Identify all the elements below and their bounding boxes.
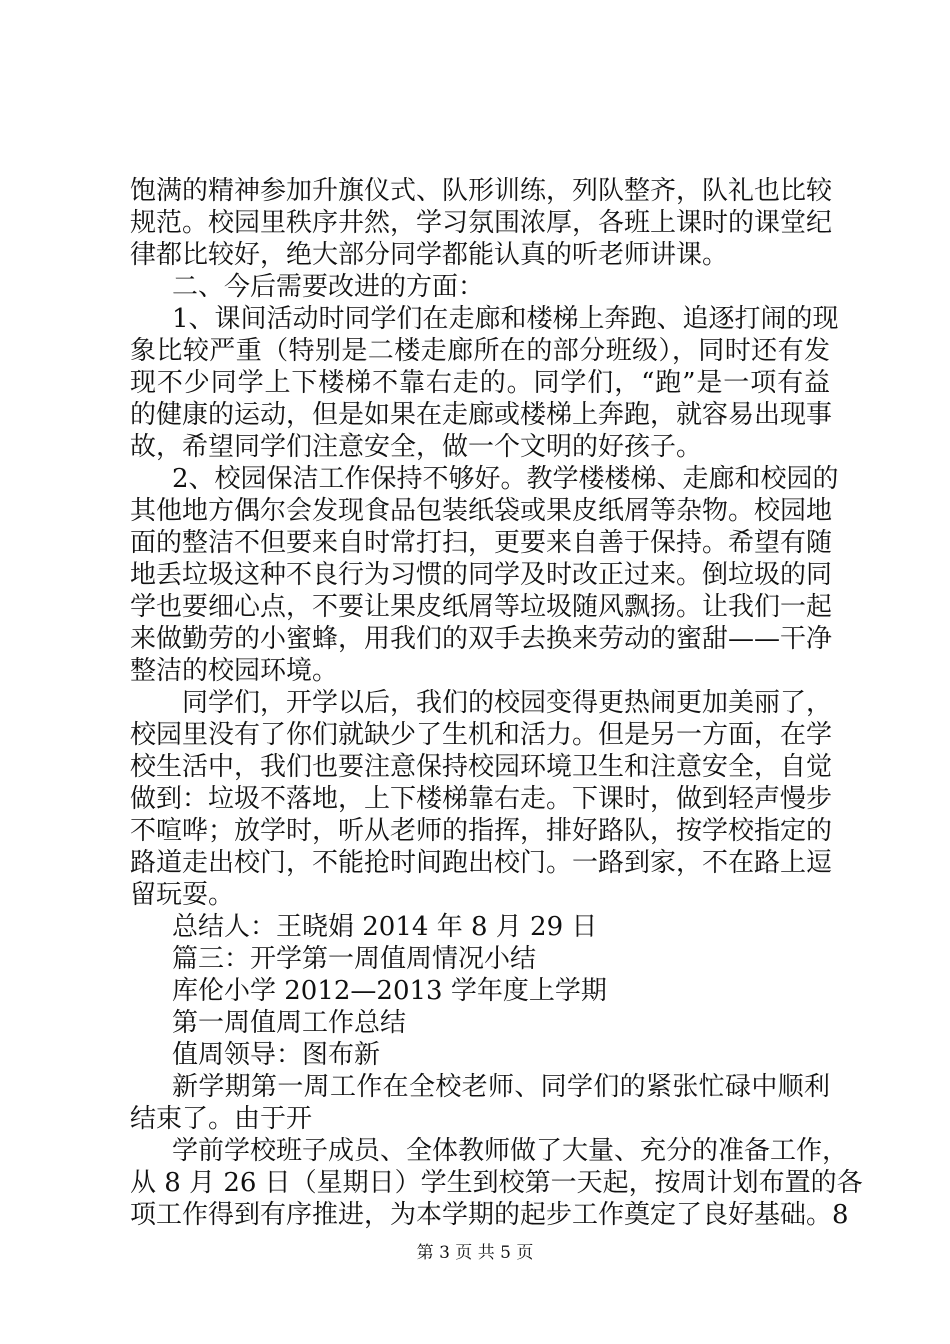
body-text-line: 1、课间活动时同学们在走廊和楼梯上奔跑、追逐打闹的现	[172, 304, 839, 334]
body-text-line: 律都比较好，绝大部分同学都能认真的听老师讲课。	[130, 240, 729, 270]
body-text-line: 饱满的精神参加升旗仪式、队形训练，列队整齐，队礼也比较	[130, 176, 833, 206]
body-text-line: 做到：垃圾不落地，上下楼梯靠右走。下课时，做到轻声慢步	[130, 784, 833, 814]
body-text-line: 其他地方偶尔会发现食品包装纸袋或果皮纸屑等杂物。校园地	[130, 496, 833, 526]
body-text-line: 的健康的运动，但是如果在走廊或楼梯上奔跑，就容易出现事	[130, 400, 833, 430]
signature-line: 总结人：王晓娟 2014 年 8 月 29 日	[172, 912, 598, 942]
body-text-line: 2、校园保洁工作保持不够好。教学楼楼梯、走廊和校园的	[172, 464, 839, 494]
body-text-line: 学前学校班子成员、全体教师做了大量、充分的准备工作，	[172, 1136, 849, 1166]
section-heading: 篇三：开学第一周值周情况小结	[172, 944, 537, 974]
document-title: 第一周值周工作总结	[172, 1008, 407, 1038]
duty-leader-line: 值周领导：图布新	[172, 1040, 381, 1070]
body-text-line: 地丢垃圾这种不良行为习惯的同学及时改正过来。倒垃圾的同	[130, 560, 833, 590]
body-text-line: 规范。校园里秩序井然，学习氛围浓厚，各班上课时的课堂纪	[130, 208, 833, 238]
body-text-line: 校生活中，我们也要注意保持校园环境卫生和注意安全，自觉	[130, 752, 833, 782]
page-number-footer: 第 3 页 共 5 页	[416, 1243, 534, 1263]
body-text-line: 结束了。由于开	[130, 1104, 313, 1134]
body-text-line: 整洁的校园环境。	[130, 656, 339, 686]
body-text-line: 从 8 月 26 日（星期日）学生到校第一天起，按周计划布置的各	[130, 1168, 863, 1198]
document-subtitle: 库伦小学 2012—2013 学年度上学期	[172, 976, 607, 1006]
body-text-line: 象比较严重（特别是二楼走廊所在的部分班级），同时还有发	[130, 336, 830, 366]
body-text-line: 路道走出校门，不能抢时间跑出校门。一路到家，不在路上逗	[130, 848, 833, 878]
body-text-line: 不喧哗；放学时，听从老师的指挥，排好路队，按学校指定的	[130, 816, 833, 846]
body-text-line: 故，希望同学们注意安全，做一个文明的好孩子。	[130, 432, 703, 462]
body-text-line: 留玩耍。	[130, 880, 235, 910]
body-text-line: 学也要细心点，不要让果皮纸屑等垃圾随风飘扬。让我们一起	[130, 592, 833, 622]
body-text-line: 校园里没有了你们就缺少了生机和活力。但是另一方面，在学	[130, 720, 833, 750]
body-text-line: 现不少同学上下楼梯不靠右走的。同学们，“跑”是一项有益	[130, 368, 830, 398]
body-text-line: 来做勤劳的小蜜蜂，用我们的双手去换来劳动的蜜甜——干净	[130, 624, 833, 654]
body-text-line: 面的整洁不但要来自时常打扫，更要来自善于保持。希望有随	[130, 528, 833, 558]
body-text-line: 新学期第一周工作在全校老师、同学们的紧张忙碌中顺利	[172, 1072, 830, 1102]
section-heading: 二、今后需要改进的方面：	[172, 272, 485, 302]
body-text-line: 同学们，开学以后，我们的校园变得更热闹更加美丽了，	[182, 688, 833, 718]
body-text-line: 项工作得到有序推进，为本学期的起步工作奠定了良好基础。8	[130, 1200, 849, 1230]
